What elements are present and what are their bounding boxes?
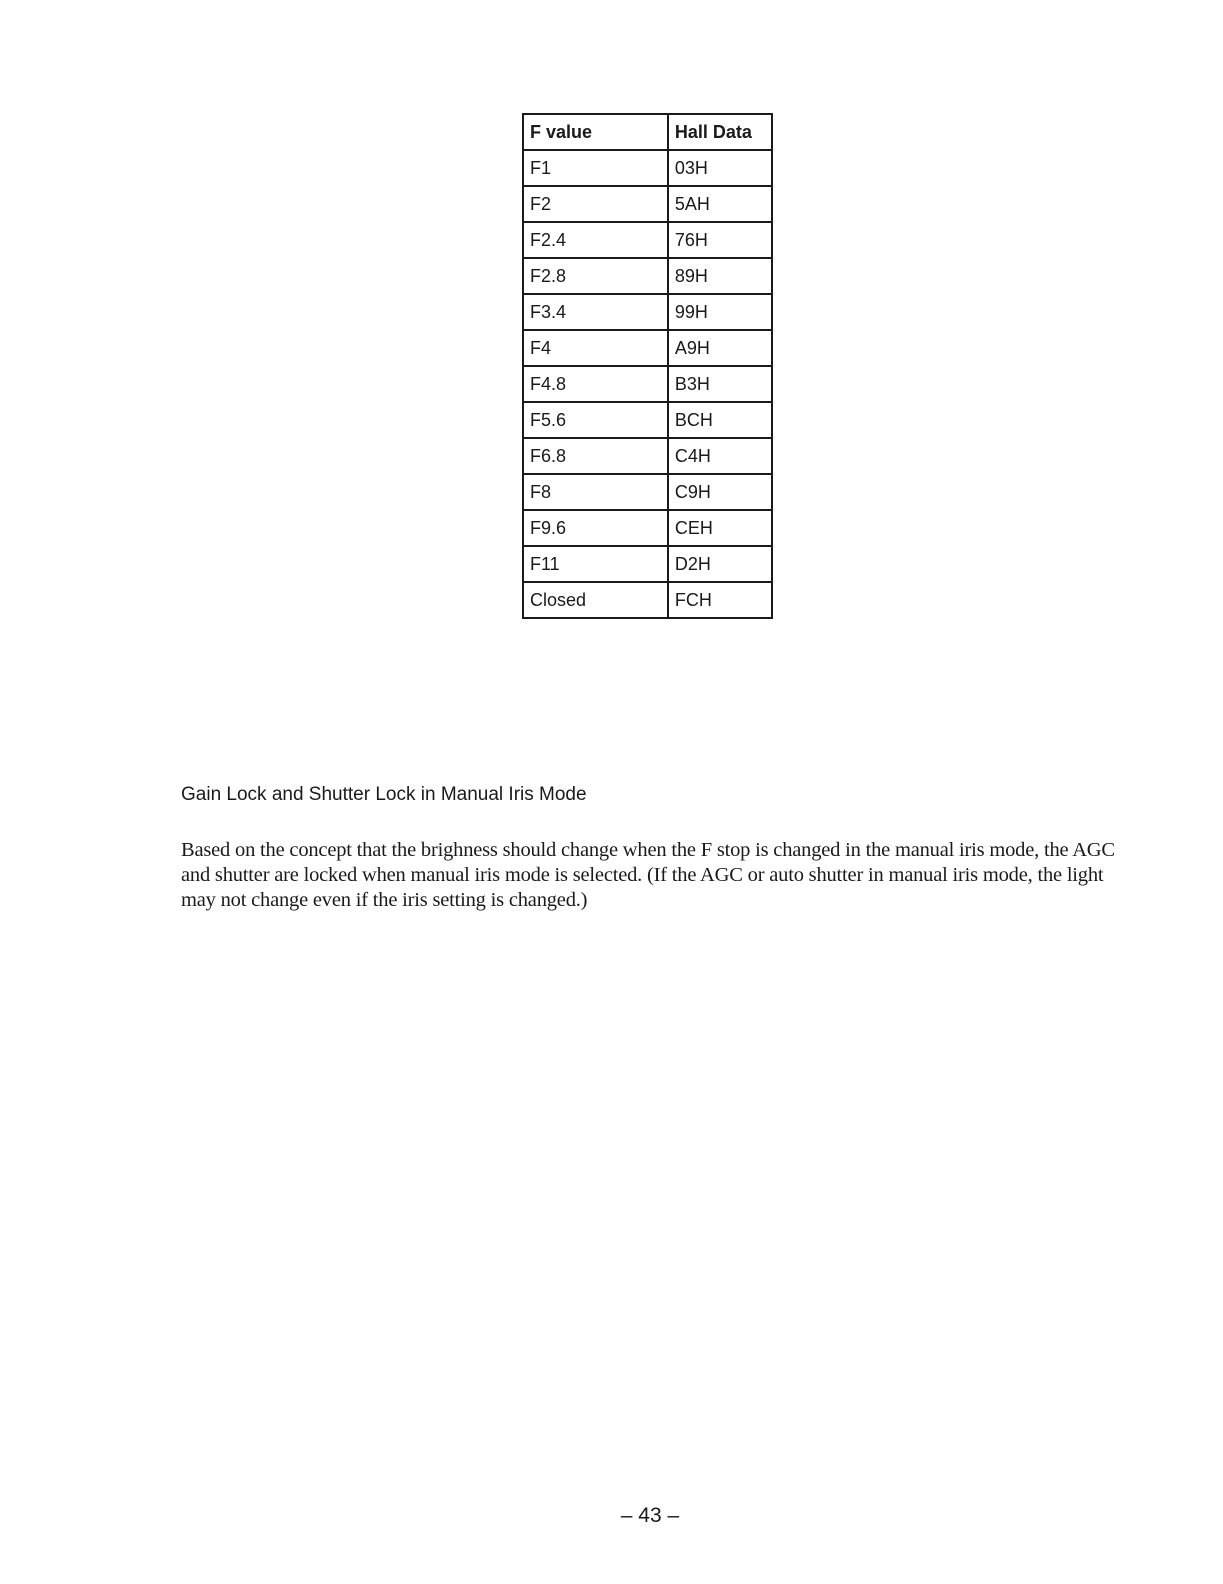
section-heading: Gain Lock and Shutter Lock in Manual Iris Mode: [181, 784, 587, 805]
f-value-cell: F1: [523, 150, 668, 186]
f-value-hall-data-table: [522, 113, 773, 619]
hall-data-cell: 89H: [668, 258, 772, 294]
hall-data-cell: FCH: [668, 582, 772, 618]
header-hall-data: Hall Data: [668, 114, 772, 150]
f-value-cell: F9.6: [523, 510, 668, 546]
f-value-cell: F4: [523, 330, 668, 366]
table-row: [523, 366, 772, 402]
f-value-cell: F5.6: [523, 402, 668, 438]
f-value-cell: Closed: [523, 582, 668, 618]
hall-data-cell: 76H: [668, 222, 772, 258]
table-row: [523, 510, 772, 546]
table-row: [523, 294, 772, 330]
table-row: [523, 330, 772, 366]
table-row: [523, 438, 772, 474]
f-value-cell: F2.4: [523, 222, 668, 258]
f-value-cell: F2.8: [523, 258, 668, 294]
hall-data-cell: B3H: [668, 366, 772, 402]
f-value-cell: F6.8: [523, 438, 668, 474]
table-row: [523, 150, 772, 186]
hall-data-cell: CEH: [668, 510, 772, 546]
hall-data-cell: D2H: [668, 546, 772, 582]
table-header-row: [523, 114, 772, 150]
hall-data-cell: C9H: [668, 474, 772, 510]
f-value-cell: F3.4: [523, 294, 668, 330]
f-value-cell: F8: [523, 474, 668, 510]
f-value-cell: F11: [523, 546, 668, 582]
hall-data-cell: 99H: [668, 294, 772, 330]
header-f-value: F value: [523, 114, 668, 150]
f-value-cell: F2: [523, 186, 668, 222]
table-row: [523, 222, 772, 258]
hall-data-cell: 03H: [668, 150, 772, 186]
page-number: – 43 –: [620, 1504, 680, 1527]
table-row: [523, 474, 772, 510]
hall-data-cell: BCH: [668, 402, 772, 438]
table-row: [523, 582, 772, 618]
table-row: [523, 546, 772, 582]
table-row: [523, 186, 772, 222]
table-row: [523, 402, 772, 438]
hall-data-cell: A9H: [668, 330, 772, 366]
hall-data-cell: 5AH: [668, 186, 772, 222]
body-paragraph: Based on the concept that the brighness should change when the F stop is changed in the manual iris mode, the AGC and shutter are locked when manual iris mode is selected. (If the AGC or auto shutter in manual iris mode, the light may not change even if the iris setting is changed.): [181, 839, 1115, 911]
f-value-cell: F4.8: [523, 366, 668, 402]
table-row: [523, 258, 772, 294]
hall-data-cell: C4H: [668, 438, 772, 474]
